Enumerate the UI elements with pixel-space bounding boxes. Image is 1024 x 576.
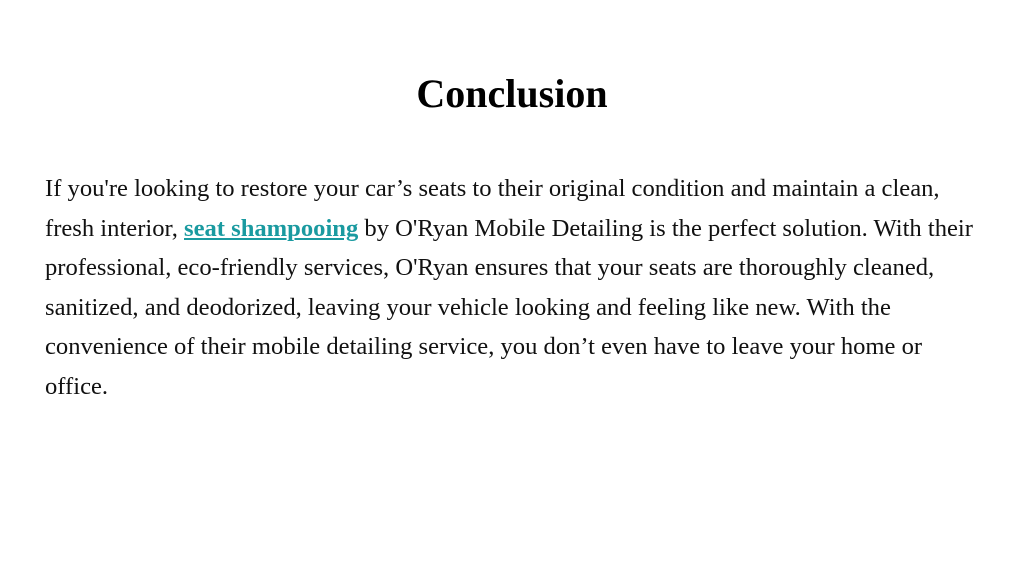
seat-shampooing-link[interactable]: seat shampooing <box>184 214 359 242</box>
paragraph-text-after-link: by O'Ryan Mobile Detailing is the perfect solution. With their professional, eco-friendly services, O'Ryan ensures that your seats are thoroughly cleaned, sanitized, and deodorized, leaving your vehicle looking and feeling like new. With the convenience of their mobile detailing service, you don’t even have to leave your home or office. <box>45 214 973 400</box>
conclusion-paragraph <box>45 169 990 406</box>
slide-title: Conclusion <box>416 71 608 116</box>
paragraph-text-before-link: If you're looking to restore your car’s seats to their original condition and maintain a clean, fresh interior, <box>45 175 940 242</box>
